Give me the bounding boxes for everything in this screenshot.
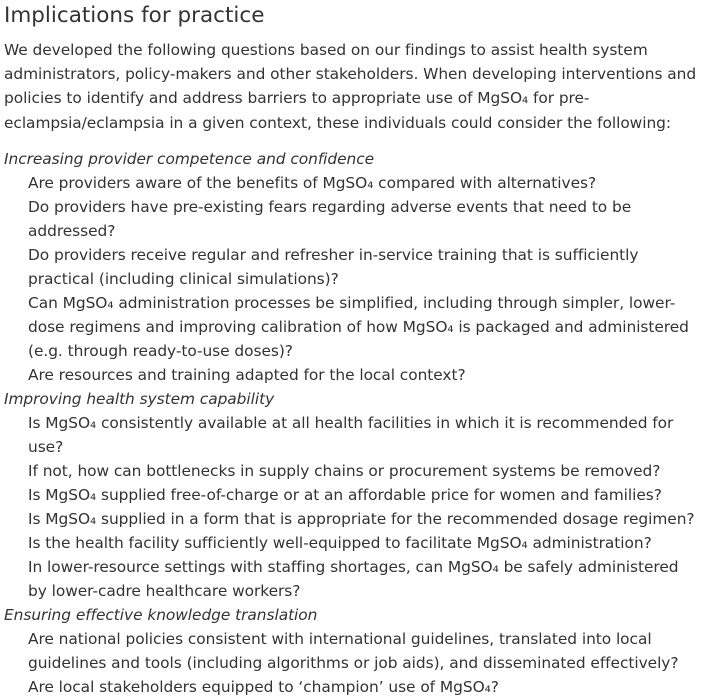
section-title: Implications for practice <box>4 3 265 28</box>
question-item: Is MgSO₄ consistently available at all health facilities in which it is recommended for use? <box>28 413 674 456</box>
question-item: Are national policies consistent with international guidelines, translated into local guidelines and tools (including algorithms or job aids), and disseminated effectively? <box>28 629 679 672</box>
question-item: Is MgSO₄ supplied in a form that is appropriate for the recommended dosage regimen? <box>28 509 695 528</box>
question-groups <box>4 147 697 699</box>
intro-paragraph: We developed the following questions based on our findings to assist health system administrators, policy-makers and other stakeholders. When developing interventions and policies to identify and address barriers to appropriate use of MgSO₄ for pre-eclampsia/eclampsia in a given context, these individuals could consider the following: <box>4 41 697 132</box>
question-item: Is MgSO₄ supplied free-of-charge or at an affordable price for women and families? <box>28 485 662 504</box>
question-group-provider-competence <box>4 147 697 387</box>
question-item: Do providers have pre-existing fears regarding adverse events that need to be addressed? <box>28 197 632 240</box>
question-item: Do providers receive regular and refresher in-service training that is sufficiently practical (including clinical simulations)? <box>28 245 639 288</box>
question-list <box>4 171 697 387</box>
question-item: Can MgSO₄ administration processes be simplified, including through simpler, lower-dose regimens and improving calibration of how MgSO₄ is packaged and administered (e.g. through ready-to-use doses)? <box>28 293 689 360</box>
group-heading: Improving health system capability <box>4 389 275 408</box>
group-heading: Ensuring effective knowledge translation <box>4 605 318 624</box>
question-item: Are providers aware of the benefits of MgSO₄ compared with alternatives? <box>28 173 597 192</box>
question-item: In lower-resource settings with staffing shortages, can MgSO₄ be safely administered by lower-cadre healthcare workers? <box>28 557 679 600</box>
question-item: Are local stakeholders equipped to ‘champion’ use of MgSO₄? <box>28 677 499 696</box>
question-item: Are resources and training adapted for the local context? <box>28 365 466 384</box>
question-list <box>4 411 697 603</box>
question-item: Is the health facility sufficiently well-equipped to facilitate MgSO₄ administration? <box>28 533 652 552</box>
question-list <box>4 627 697 699</box>
group-heading: Increasing provider competence and confidence <box>4 149 375 168</box>
question-group-health-system <box>4 387 697 603</box>
question-group-knowledge-translation <box>4 603 697 699</box>
question-item: If not, how can bottlenecks in supply chains or procurement systems be removed? <box>28 461 661 480</box>
